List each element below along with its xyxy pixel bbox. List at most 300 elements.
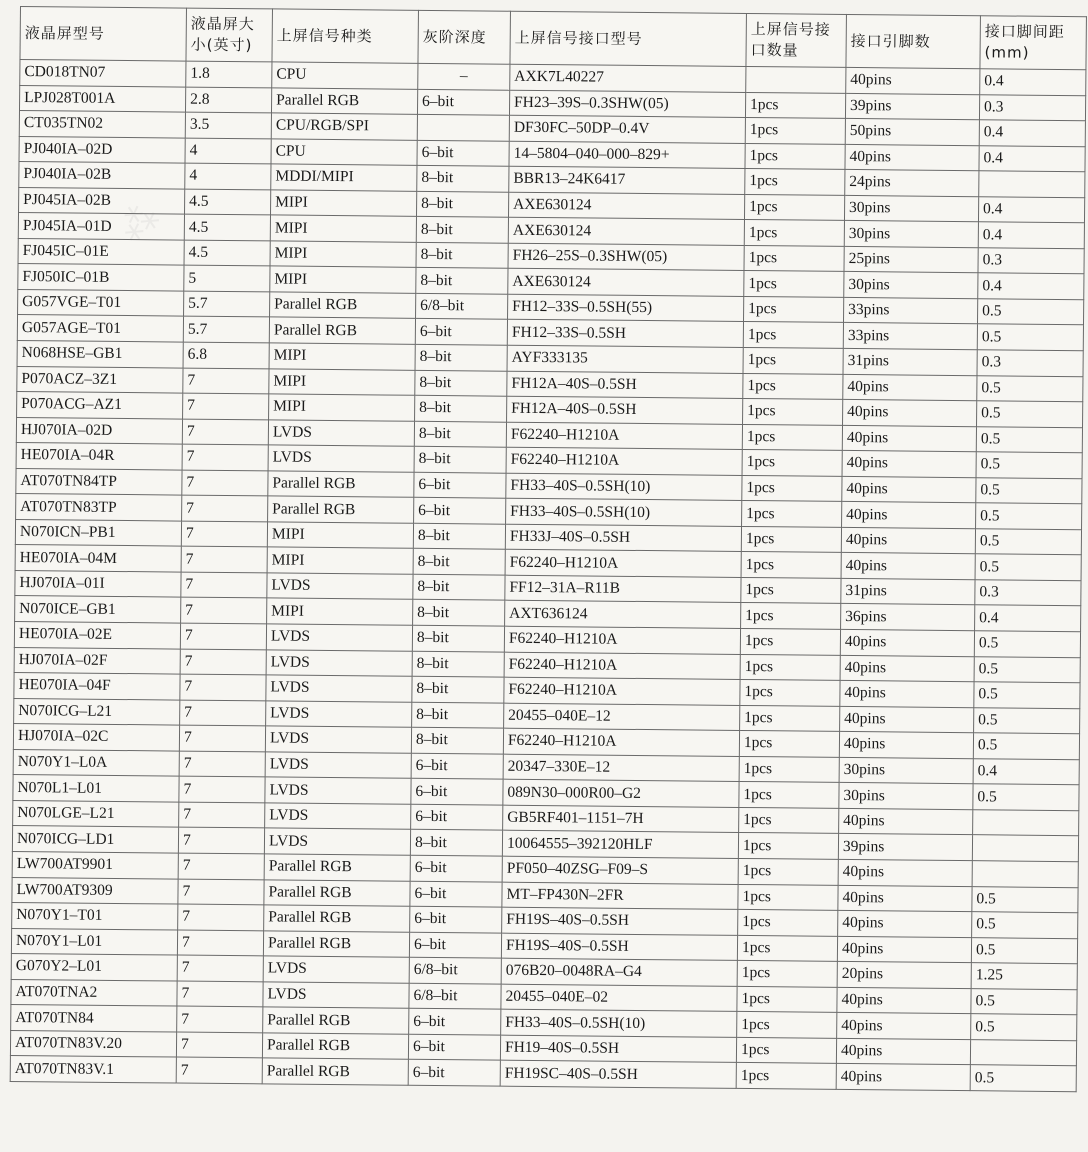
cell-model: HJ070IA–02D <box>16 417 182 444</box>
cell-depth: 8–bit <box>413 574 505 600</box>
cell-pins: 39pins <box>845 93 979 120</box>
cell-depth: 6/8–bit <box>416 293 508 319</box>
cell-depth: 8–bit <box>412 676 504 702</box>
cell-depth: 6–bit <box>414 498 506 524</box>
cell-qty: 1pcs <box>738 884 838 911</box>
cell-model: HE070IA–02E <box>14 622 180 649</box>
cell-model: PJ045IA–01D <box>18 213 184 240</box>
cell-signal: Parallel RGB <box>264 905 410 932</box>
cell-signal: CPU <box>272 62 418 89</box>
cell-depth: 8–bit <box>412 702 504 728</box>
cell-model: HJ070IA–01I <box>15 570 181 597</box>
cell-model: HE070IA–04M <box>15 545 181 572</box>
cell-qty: 1pcs <box>744 194 844 221</box>
cell-pins: 40pins <box>841 553 975 580</box>
spec-sheet <box>10 6 1086 1092</box>
cell-pitch: 1.25 <box>971 963 1077 990</box>
cell-qty: 1pcs <box>737 1012 837 1039</box>
cell-signal: Parallel RGB <box>263 1007 409 1034</box>
cell-pitch: 0.5 <box>971 937 1077 964</box>
cell-model: G057AGE–T01 <box>17 315 183 342</box>
cell-size: 7 <box>177 981 263 1007</box>
cell-pins: 40pins <box>838 859 972 886</box>
cell-model: PJ045IA–02B <box>19 187 185 214</box>
cell-pitch <box>970 1039 1076 1066</box>
cell-size: 7 <box>177 955 263 981</box>
cell-model: N070ICG–L21 <box>14 698 180 725</box>
cell-pitch: 0.3 <box>975 580 1081 607</box>
cell-pins: 40pins <box>843 400 977 427</box>
cell-pins: 30pins <box>839 757 973 784</box>
cell-connector: 076B20–0048RA–G4 <box>501 958 737 986</box>
cell-connector: AYF333135 <box>507 345 743 373</box>
cell-connector: F62240–H1210A <box>504 677 740 705</box>
cell-depth: 6–bit <box>409 932 501 958</box>
cell-depth: 8–bit <box>415 370 507 396</box>
cell-connector: F62240–H1210A <box>504 652 740 680</box>
cell-model: AT070TN83V.20 <box>10 1030 176 1057</box>
cell-depth: 8–bit <box>416 217 508 243</box>
cell-signal: LVDS <box>263 956 409 983</box>
cell-pitch: 0.4 <box>973 758 1079 785</box>
cell-depth: 8–bit <box>416 191 508 217</box>
cell-qty: 1pcs <box>737 935 837 962</box>
cell-model: G057VGE–T01 <box>18 289 184 316</box>
cell-qty: 1pcs <box>743 373 843 400</box>
cell-pitch: 0.5 <box>973 784 1079 811</box>
cell-qty: 1pcs <box>741 603 841 630</box>
cell-depth: – <box>418 63 510 89</box>
cell-qty: 1pcs <box>739 782 839 809</box>
cell-size: 2.8 <box>185 87 271 113</box>
cell-pins: 40pins <box>842 425 976 452</box>
cell-size: 7 <box>183 393 269 419</box>
cell-signal: LVDS <box>265 752 411 779</box>
cell-size: 7 <box>178 853 264 879</box>
cell-connector: F62240–H1210A <box>504 626 740 654</box>
cell-qty: 1pcs <box>744 220 844 247</box>
cell-size: 7 <box>182 495 268 521</box>
cell-pitch: 0.5 <box>974 656 1080 683</box>
cell-size: 7 <box>181 572 267 598</box>
cell-depth: 8–bit <box>417 166 509 192</box>
cell-qty: 1pcs <box>742 450 842 477</box>
cell-connector: FH12–33S–0.5SH <box>507 320 743 348</box>
cell-pitch: 0.4 <box>979 145 1085 172</box>
cell-pitch <box>972 835 1078 862</box>
header-signal-type: 上屏信号种类 <box>272 9 419 63</box>
cell-size: 7 <box>176 1032 262 1058</box>
cell-depth: 8–bit <box>411 728 503 754</box>
cell-depth: 8–bit <box>413 600 505 626</box>
cell-size: 7 <box>179 725 265 751</box>
cell-depth: 8–bit <box>415 344 507 370</box>
cell-model: N070L1–L01 <box>13 775 179 802</box>
cell-size: 7 <box>180 623 266 649</box>
cell-signal: MIPI <box>269 394 415 421</box>
cell-pins: 40pins <box>841 527 975 554</box>
cell-model: N068HSE–GB1 <box>17 341 183 368</box>
cell-model: HJ070IA–02C <box>13 724 179 751</box>
cell-pins: 40pins <box>839 808 973 835</box>
cell-depth: 8–bit <box>410 830 502 856</box>
cell-connector: FH33–40S–0.5SH(10) <box>501 1009 737 1037</box>
cell-signal: LVDS <box>268 420 414 447</box>
cell-qty: 1pcs <box>740 654 840 681</box>
cell-signal: Parallel RGB <box>262 1058 408 1085</box>
cell-qty: 1pcs <box>736 1037 836 1064</box>
cell-size: 7 <box>180 700 266 726</box>
cell-pitch: 0.5 <box>977 299 1083 326</box>
cell-pins: 33pins <box>843 297 977 324</box>
cell-qty: 1pcs <box>740 705 840 732</box>
cell-connector: F62240–H1210A <box>506 447 742 475</box>
cell-signal: CPU/RGB/SPI <box>271 113 417 140</box>
cell-pitch: 0.5 <box>977 375 1083 402</box>
cell-pitch <box>972 861 1078 888</box>
cell-pins: 40pins <box>842 476 976 503</box>
cell-qty: 1pcs <box>740 680 840 707</box>
cell-signal: MIPI <box>269 343 415 370</box>
cell-size: 7 <box>177 1006 263 1032</box>
cell-size: 7 <box>177 930 263 956</box>
cell-signal: Parallel RGB <box>264 879 410 906</box>
cell-qty: 1pcs <box>741 526 841 553</box>
cell-model: AT070TN84TP <box>16 468 182 495</box>
cell-connector: FH19S–40S–0.5SH <box>502 907 738 935</box>
cell-qty: 1pcs <box>736 1063 836 1090</box>
cell-connector: FH26–25S–0.3SHW(05) <box>508 243 744 271</box>
cell-pitch: 0.4 <box>979 120 1085 147</box>
cell-size: 7 <box>183 368 269 394</box>
cell-pitch: 0.3 <box>979 94 1085 121</box>
cell-pitch: 0.5 <box>976 426 1082 453</box>
cell-depth: 6–bit <box>408 1034 500 1060</box>
cell-depth: 6–bit <box>411 779 503 805</box>
cell-qty: 1pcs <box>742 475 842 502</box>
cell-pitch: 0.5 <box>974 707 1080 734</box>
cell-signal: MIPI <box>270 266 416 293</box>
cell-model: AT070TNA2 <box>11 979 177 1006</box>
cell-pins: 40pins <box>836 1038 970 1065</box>
cell-pitch: 0.5 <box>973 733 1079 760</box>
header-pin-pitch: 接口脚间距(mm) <box>980 16 1087 70</box>
cell-depth: 8–bit <box>414 447 506 473</box>
cell-depth: 8–bit <box>413 549 505 575</box>
cell-pins: 40pins <box>840 655 974 682</box>
cell-connector: AXE630124 <box>508 269 744 297</box>
cell-qty: 1pcs <box>739 756 839 783</box>
cell-qty: 1pcs <box>737 986 837 1013</box>
cell-model: LW700AT9309 <box>12 877 178 904</box>
cell-model: P070ACG–AZ1 <box>17 392 183 419</box>
cell-signal: Parallel RGB <box>268 471 414 498</box>
cell-qty: 1pcs <box>739 731 839 758</box>
cell-size: 7 <box>178 827 264 853</box>
cell-pins: 40pins <box>840 629 974 656</box>
cell-pins: 40pins <box>838 910 972 937</box>
cell-size: 4.5 <box>184 214 270 240</box>
cell-model: PJ040IA–02D <box>19 136 185 163</box>
cell-depth: 8–bit <box>412 651 504 677</box>
cell-pins: 20pins <box>837 962 971 989</box>
cell-signal: Parallel RGB <box>263 930 409 957</box>
header-size: 液晶屏大小(英寸) <box>186 8 273 62</box>
cell-pitch: 0.5 <box>970 1065 1076 1092</box>
cell-pins: 30pins <box>844 272 978 299</box>
cell-model: HE070IA–04F <box>14 673 180 700</box>
cell-pitch <box>979 171 1085 198</box>
cell-depth: 8–bit <box>416 242 508 268</box>
header-pin-count: 接口引脚数 <box>846 14 981 68</box>
cell-signal: MIPI <box>270 241 416 268</box>
cell-size: 6.8 <box>183 342 269 368</box>
cell-connector: 20455–040E–02 <box>501 984 737 1012</box>
cell-pitch: 0.5 <box>975 529 1081 556</box>
cell-pins: 31pins <box>843 348 977 375</box>
cell-signal: LVDS <box>265 726 411 753</box>
cell-model: N070Y1–L0A <box>13 749 179 776</box>
cell-signal: MIPI <box>269 368 415 395</box>
cell-signal: Parallel RGB <box>262 1033 408 1060</box>
cell-signal: MDDI/MIPI <box>271 164 417 191</box>
cell-qty: 1pcs <box>739 807 839 834</box>
cell-connector: AXK7L40227 <box>510 64 746 92</box>
cell-size: 4 <box>185 163 271 189</box>
cell-depth: 6–bit <box>410 855 502 881</box>
cell-qty: 1pcs <box>738 909 838 936</box>
cell-signal: Parallel RGB <box>269 317 415 344</box>
cell-pins: 40pins <box>840 706 974 733</box>
cell-size: 1.8 <box>186 61 272 87</box>
cell-qty: 1pcs <box>745 92 845 119</box>
cell-pins: 40pins <box>840 681 974 708</box>
cell-depth: 8–bit <box>415 395 507 421</box>
cell-connector: FH23–39S–0.3SHW(05) <box>509 90 745 118</box>
cell-connector: 089N30–000R00–G2 <box>503 779 739 807</box>
cell-connector: AXE630124 <box>508 217 744 245</box>
cell-connector: FH12A–40S–0.5SH <box>507 396 743 424</box>
cell-model: AT070TN83TP <box>16 494 182 521</box>
cell-size: 5 <box>184 265 270 291</box>
cell-pitch: 0.5 <box>974 631 1080 658</box>
cell-pitch: 0.5 <box>972 886 1078 913</box>
cell-depth: 6–bit <box>415 319 507 345</box>
cell-connector: FF12–31A–R11B <box>505 575 741 603</box>
cell-size: 5.7 <box>184 291 270 317</box>
cell-pitch: 0.4 <box>978 196 1084 223</box>
cell-connector: F62240–H1210A <box>503 728 739 756</box>
cell-pins: 24pins <box>845 170 979 197</box>
cell-model: CT035TN02 <box>19 111 185 138</box>
cell-pitch: 0.5 <box>974 682 1080 709</box>
cell-depth: 8–bit <box>412 625 504 651</box>
cell-qty: 1pcs <box>745 169 845 196</box>
cell-qty: 1pcs <box>742 424 842 451</box>
cell-connector: FH33–40S–0.5SH(10) <box>506 498 742 526</box>
cell-signal: Parallel RGB <box>271 87 417 114</box>
cell-qty: 1pcs <box>740 628 840 655</box>
cell-model: HE070IA–04R <box>16 443 182 470</box>
cell-connector: DF30FC–50DP–0.4V <box>509 115 745 143</box>
cell-signal: Parallel RGB <box>264 854 410 881</box>
cell-signal: LVDS <box>267 573 413 600</box>
cell-pitch: 0.5 <box>972 912 1078 939</box>
cell-qty: 1pcs <box>738 833 838 860</box>
cell-pitch: 0.3 <box>978 248 1084 275</box>
cell-model: N070LGE–L21 <box>13 800 179 827</box>
cell-pins: 25pins <box>844 246 978 273</box>
table-body <box>10 60 1086 1092</box>
cell-depth: 6–bit <box>411 804 503 830</box>
cell-connector: FH19–40S–0.5SH <box>500 1035 736 1063</box>
cell-size: 4.5 <box>184 240 270 266</box>
cell-connector: FH12A–40S–0.5SH <box>507 371 743 399</box>
cell-signal: CPU <box>271 139 417 166</box>
cell-depth <box>417 114 509 140</box>
cell-signal: LVDS <box>263 982 409 1009</box>
cell-connector: FH19SC–40S–0.5SH <box>500 1060 736 1088</box>
cell-connector: 14–5804–040–000–829+ <box>509 141 745 169</box>
cell-pins: 40pins <box>839 732 973 759</box>
cell-connector: BBR13–24K6417 <box>509 166 745 194</box>
cell-signal: LVDS <box>265 803 411 830</box>
cell-model: FJ050IC–01B <box>18 264 184 291</box>
cell-depth: 6–bit <box>414 472 506 498</box>
cell-model: LW700AT9901 <box>12 851 178 878</box>
cell-size: 7 <box>180 674 266 700</box>
cell-depth: 6–bit <box>408 1060 500 1086</box>
cell-pitch: 0.5 <box>976 477 1082 504</box>
cell-model: PJ040IA–02B <box>19 162 185 189</box>
cell-pins: 40pins <box>842 451 976 478</box>
cell-model: N070ICN–PB1 <box>15 519 181 546</box>
cell-depth: 6–bit <box>411 753 503 779</box>
cell-model: FJ045IC–01E <box>18 238 184 265</box>
cell-pitch: 0.5 <box>976 452 1082 479</box>
cell-pitch: 0.5 <box>975 554 1081 581</box>
cell-size: 7 <box>182 419 268 445</box>
header-model: 液晶屏型号 <box>20 7 187 62</box>
cell-signal: Parallel RGB <box>268 496 414 523</box>
cell-size: 7 <box>182 444 268 470</box>
cell-qty: 1pcs <box>744 296 844 323</box>
cell-model: AT070TN84 <box>11 1005 177 1032</box>
cell-signal: MIPI <box>267 598 413 625</box>
cell-qty: 1pcs <box>744 271 844 298</box>
cell-qty: 1pcs <box>743 347 843 374</box>
header-connector-qty: 上屏信号接口数量 <box>746 13 847 67</box>
cell-size: 7 <box>179 751 265 777</box>
cell-signal: MIPI <box>267 522 413 549</box>
cell-connector: AXE630124 <box>508 192 744 220</box>
cell-depth: 6–bit <box>417 140 509 166</box>
cell-model: CD018TN07 <box>20 60 186 87</box>
cell-pins: 40pins <box>836 1064 970 1091</box>
cell-size: 7 <box>181 546 267 572</box>
cell-size: 7 <box>178 904 264 930</box>
cell-pitch: 0.5 <box>971 1014 1077 1041</box>
cell-qty: 1pcs <box>737 961 837 988</box>
cell-connector: FH33J–40S–0.5SH <box>505 524 741 552</box>
cell-pins: 39pins <box>838 834 972 861</box>
cell-pins: 40pins <box>845 144 979 171</box>
cell-size: 7 <box>181 598 267 624</box>
cell-signal: LVDS <box>266 649 412 676</box>
cell-pitch: 0.4 <box>978 222 1084 249</box>
cell-connector: AXT636124 <box>505 601 741 629</box>
cell-depth: 8–bit <box>416 268 508 294</box>
cell-pins: 30pins <box>839 783 973 810</box>
cell-model: P070ACZ–3Z1 <box>17 366 183 393</box>
cell-depth: 6–bit <box>409 1009 501 1035</box>
cell-pins: 40pins <box>846 67 980 94</box>
cell-pins: 40pins <box>843 374 977 401</box>
cell-model: N070Y1–T01 <box>12 903 178 930</box>
cell-model: N070ICG–LD1 <box>12 826 178 853</box>
cell-qty: 1pcs <box>741 577 841 604</box>
cell-qty <box>746 66 846 93</box>
cell-pitch <box>973 810 1079 837</box>
cell-depth: 6–bit <box>417 89 509 115</box>
cell-model: LPJ028T001A <box>19 85 185 112</box>
cell-pitch: 0.5 <box>976 503 1082 530</box>
cell-size: 7 <box>176 1057 262 1083</box>
cell-signal: LVDS <box>265 777 411 804</box>
cell-pitch: 0.4 <box>975 605 1081 632</box>
cell-signal: MIPI <box>267 547 413 574</box>
cell-qty: 1pcs <box>743 399 843 426</box>
cell-connector: 20455–040E–12 <box>504 703 740 731</box>
cell-depth: 6–bit <box>410 881 502 907</box>
cell-size: 5.7 <box>183 317 269 343</box>
cell-model: N070Y1–L01 <box>11 928 177 955</box>
cell-signal: LVDS <box>264 828 410 855</box>
cell-size: 7 <box>179 776 265 802</box>
cell-pins: 40pins <box>842 502 976 529</box>
cell-qty: 1pcs <box>744 245 844 272</box>
cell-qty: 1pcs <box>745 118 845 145</box>
cell-signal: MIPI <box>271 190 417 217</box>
cell-pitch: 0.5 <box>971 988 1077 1015</box>
cell-size: 7 <box>178 879 264 905</box>
cell-model: HJ070IA–02F <box>14 647 180 674</box>
cell-model: N070ICE–GB1 <box>15 596 181 623</box>
cell-depth: 8–bit <box>414 421 506 447</box>
cell-pitch: 0.3 <box>977 350 1083 377</box>
header-connector-model: 上屏信号接口型号 <box>510 11 746 66</box>
cell-size: 7 <box>180 649 266 675</box>
cell-size: 4.5 <box>185 189 271 215</box>
cell-signal: LVDS <box>266 701 412 728</box>
cell-pins: 30pins <box>844 195 978 222</box>
cell-depth: 6/8–bit <box>409 983 501 1009</box>
cell-connector: F62240–H1210A <box>506 422 742 450</box>
cell-size: 3.5 <box>185 112 271 138</box>
cell-depth: 8–bit <box>413 523 505 549</box>
cell-pitch: 0.5 <box>977 401 1083 428</box>
cell-size: 4 <box>185 138 271 164</box>
header-gray-depth: 灰阶深度 <box>418 10 511 64</box>
cell-pitch: 0.5 <box>977 324 1083 351</box>
cell-connector: MT–FP430N–2FR <box>502 882 738 910</box>
cell-pins: 50pins <box>845 119 979 146</box>
cell-signal: LVDS <box>266 675 412 702</box>
cell-pitch: 0.4 <box>978 273 1084 300</box>
cell-signal: LVDS <box>266 624 412 651</box>
cell-qty: 1pcs <box>741 552 841 579</box>
cell-pins: 36pins <box>841 604 975 631</box>
